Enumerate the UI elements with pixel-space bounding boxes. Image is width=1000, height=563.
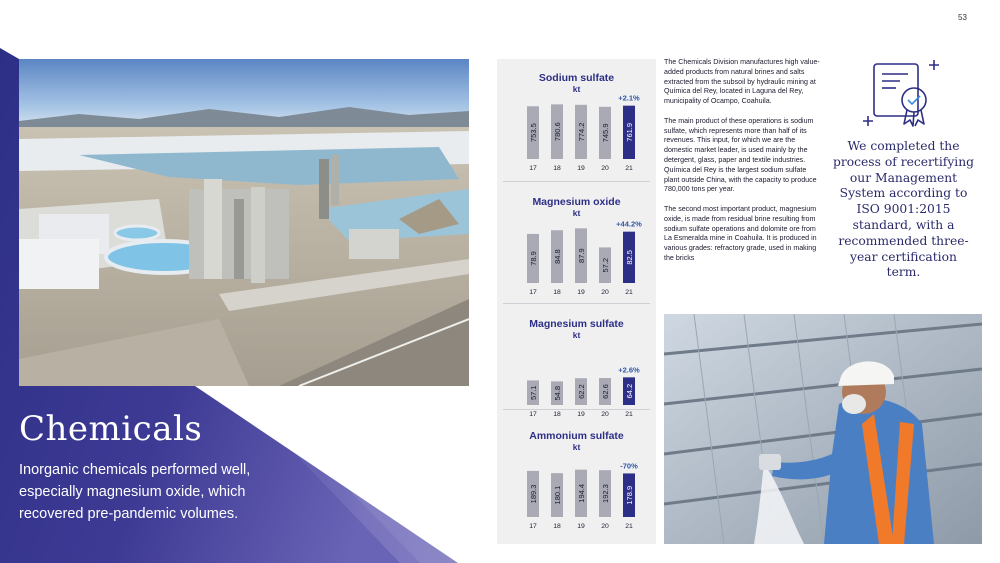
chart-title: Magnesium sulfate — [529, 318, 624, 330]
chart-tick-label: 20 — [601, 523, 609, 530]
chart-bar-label: 780.6 — [553, 122, 562, 142]
chart-tick-label: 19 — [577, 523, 585, 530]
chart-bar-label: 192.3 — [601, 484, 610, 503]
chart-tick-label: 21 — [625, 165, 633, 172]
chart-bar-label: 57.2 — [601, 257, 610, 273]
chart-tick-label: 19 — [577, 165, 585, 172]
chart-tick-label: 20 — [601, 289, 609, 296]
chart-tick-label: 21 — [625, 411, 633, 418]
chart-divider — [503, 303, 650, 304]
chart-bar-label: 62.6 — [601, 384, 610, 399]
chart-tick-label: 19 — [577, 411, 585, 418]
section-subtitle: Inorganic chemicals performed well, especially magnesium oxide, which recovered pre-pandemic volumes. — [19, 462, 251, 522]
chart-magnesium-sulfate — [497, 305, 656, 425]
chart-bar-label: 78.9 — [529, 251, 538, 266]
plant-aerial-photo — [19, 59, 469, 386]
section-title: Chemicals — [19, 409, 203, 449]
chart-change-label: -70% — [620, 461, 638, 471]
chart-change-label: +2.1% — [618, 93, 640, 103]
chart-tick-label: 18 — [553, 289, 561, 296]
page-number: 53 — [958, 13, 967, 22]
chart-bar-label: 57.1 — [529, 385, 538, 401]
chart-divider — [503, 409, 650, 410]
chart-ammonium-sulfate — [497, 417, 656, 537]
certificate-icon — [862, 56, 946, 134]
recertification-callout: We completed the process of recertifying our Management System according to ISO 9001:2015 standard, with a recommended three-year certification term. — [832, 139, 974, 280]
chart-bar-label: 62.2 — [577, 384, 586, 399]
chart-bar-label: 189.3 — [529, 484, 538, 504]
chart-bar-label: 745.9 — [601, 123, 610, 143]
chart-tick-label: 20 — [601, 411, 609, 418]
chart-bar-label: 194.4 — [577, 483, 586, 503]
chart-title: Ammonium sulfate — [529, 430, 624, 442]
body-paragraph: The second most important product, magnesium oxide, is made from residual brine resulting from sodium sulfate operations and dolomite ore from La Esmeralda mine in Coahuila. It is produced in various grades: refractory grade, used in making the bricks — [664, 204, 817, 262]
chart-tick-label: 21 — [625, 289, 633, 296]
chart-change-label: +2.6% — [618, 365, 640, 375]
chart-unit: kt — [572, 442, 581, 452]
chart-bar-label: 64.2 — [625, 383, 634, 399]
chart-bar-label: 178.9 — [625, 485, 634, 505]
chart-bar-label: 774.2 — [577, 122, 586, 142]
chart-bar-label: 87.9 — [577, 248, 586, 263]
chart-bar-label: 84.8 — [553, 249, 562, 264]
chart-bar-label: 82.5 — [625, 250, 634, 265]
chart-title: Sodium sulfate — [538, 72, 615, 84]
chart-change-label: +44.2% — [616, 219, 642, 229]
chart-tick-label: 18 — [553, 165, 561, 172]
chart-tick-label: 18 — [553, 411, 561, 418]
chart-tick-label: 17 — [529, 289, 537, 296]
chart-divider — [503, 181, 650, 182]
chart-magnesium-oxide — [497, 183, 656, 303]
chart-tick-label: 19 — [577, 289, 585, 296]
chart-bar-label: 54.8 — [553, 385, 562, 401]
chart-tick-label: 21 — [625, 523, 633, 530]
chart-sodium-sulfate — [497, 59, 656, 179]
body-paragraph: The Chemicals Division manufactures high value-added products from natural brines and salts extracted from the subsoil by hydraulic mining at Química del Rey, located in Laguna del Rey, municipality of Ocampo, Coahuila. — [664, 58, 820, 106]
worker-photo — [664, 314, 982, 544]
body-paragraph: The main product of these operations is sodium sulfate, which represents more than half of its revenues. This input, for which we are the domestic market leader, is used mainly by the detergent, glass, paper and textile industries. Química del Rey is the largest sodium sulfate plant outside China, with the capacity to produce 780,000 tons per year. — [664, 116, 817, 194]
chart-bar-label: 761.9 — [625, 122, 634, 142]
chart-unit: kt — [572, 330, 581, 340]
chart-bar-label: 753.5 — [529, 123, 538, 143]
chart-unit: kt — [572, 84, 581, 94]
chart-tick-label: 18 — [553, 523, 561, 530]
chart-tick-label: 17 — [529, 165, 537, 172]
body-text — [664, 58, 822, 274]
production-charts-panel — [497, 59, 656, 544]
chart-tick-label: 20 — [601, 165, 609, 172]
chart-bar-label: 180.1 — [553, 485, 562, 505]
chart-title: Magnesium oxide — [532, 196, 621, 208]
chart-tick-label: 17 — [529, 411, 537, 418]
chart-tick-label: 17 — [529, 523, 537, 530]
chart-unit: kt — [572, 208, 581, 218]
